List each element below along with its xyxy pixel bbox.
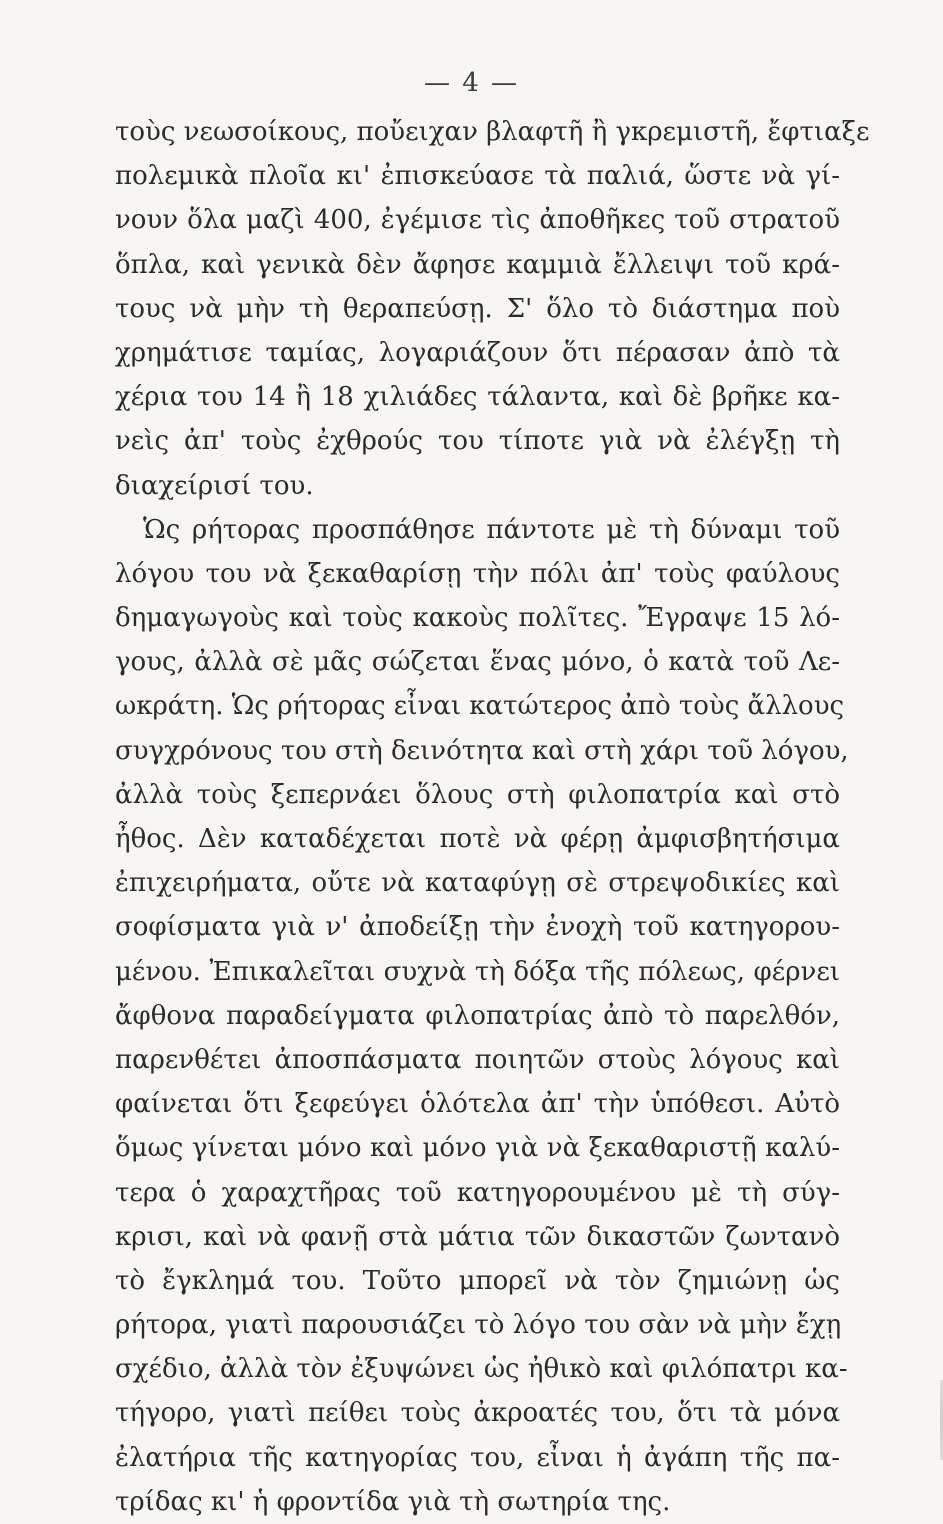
page-number: — 4 —: [423, 68, 520, 98]
text-line: τοὺς νεωσοίκους, ποὔειχαν βλαφτῆ ἢ γκρεμιστῆ, ἔφτιαξε: [115, 117, 870, 147]
text-line: κρισι, καὶ νὰ φανῇ στὰ μάτια τῶν δικαστῶν ζωντανὸ: [115, 1221, 840, 1252]
text-line: ὅμως γίνεται μόνο καὶ μόνο γιὰ νὰ ξεκαθαριστῇ καλύ-: [115, 1133, 840, 1164]
text-line: ἀλλὰ τοὺς ξεπερνάει ὅλους στὴ φιλοπατρία καὶ στὸ: [115, 779, 840, 810]
text-line: τους νὰ μὴν τὴ θεραπεύσῃ. Σ' ὅλο τὸ διάστημα ποὺ: [115, 293, 840, 324]
text-line: ὅπλα, καὶ γενικὰ δὲν ἄφησε καμμιὰ ἔλλειψι τοῦ κρά-: [115, 249, 840, 280]
text-line: φαίνεται ὅτι ξεφεύγει ὁλότελα ἀπ' τὴν ὑπόθεσι. Αὐτὸ: [115, 1089, 840, 1120]
text-line: ωκράτη. Ὡς ρήτορας εἶναι κατώτερος ἀπὸ τοὺς ἄλλους: [115, 691, 845, 722]
text-line: νουν ὅλα μαζὶ 400, ἐγέμισε τὶς ἀποθῆκες τοῦ στρατοῦ: [115, 205, 840, 236]
text-line: διαχείρισί του.: [115, 470, 314, 501]
text-line: μένου. Ἐπικαλεῖται συχνὰ τὴ δόξα τῆς πόλεως, φέρνει: [115, 956, 840, 987]
text-line: χρημάτισε ταμίας, λογαριάζουν ὅτι πέρασαν ἀπὸ τὰ: [115, 337, 840, 368]
text-line: Ὡς ρήτορας προσπάθησε πάντοτε μὲ τὴ δύναμι τοῦ: [143, 514, 840, 545]
text-line: σχέδιο, ἀλλὰ τὸν ἐξυψώνει ὡς ἠθικὸ καὶ φιλόπατρι κα-: [115, 1354, 848, 1385]
body-text: [115, 110, 870, 1524]
text-line: σοφίσματα γιὰ ν' ἀποδείξῃ τὴν ἐνοχὴ τοῦ κατηγορου-: [115, 912, 840, 943]
text-line: λόγου του νὰ ξεκαθαρίσῃ τὴν πόλι ἀπ' τοὺς φαύλους: [115, 558, 840, 589]
text-line: πολεμικὰ πλοῖα κι' ἐπισκεύασε τὰ παλιά, ὥστε νὰ γί-: [115, 161, 840, 192]
text-line: συγχρόνους του στὴ δεινότητα καὶ στὴ χάρι τοῦ λόγου,: [115, 735, 849, 766]
text-line: νεὶς ἀπ' τοὺς ἐχθρούς του τίποτε γιὰ νὰ ἐλέγξῃ τὴ: [115, 426, 840, 457]
text-line: ἄφθονα παραδείγματα φιλοπατρίας ἀπὸ τὸ παρελθόν,: [115, 1000, 840, 1031]
text-line: τρίδας κι' ἡ φροντίδα γιὰ τὴ σωτηρία της.: [115, 1486, 671, 1517]
text-line: ρήτορα, γιατὶ παρουσιάζει τὸ λόγο του σὰν νὰ μὴν ἔχῃ: [115, 1310, 842, 1341]
text-line: τήγορο, γιατὶ πείθει τοὺς ἀκροατές του, ὅτι τὰ μόνα: [115, 1398, 840, 1429]
text-line: παρενθέτει ἀποσπάσματα ποιητῶν στοὺς λόγους καὶ: [115, 1044, 840, 1075]
text-line: τὸ ἔγκλημά του. Τοῦτο μπορεῖ νὰ τὸν ζημιώνῃ ὡς: [115, 1265, 840, 1296]
text-line: δημαγωγοὺς καὶ τοὺς κακοὺς πολῖτες. Ἔγραψε 15 λό-: [115, 603, 840, 634]
text-line: χέρια του 14 ἢ 18 χιλιάδες τάλαντα, καὶ δὲ βρῆκε κα-: [115, 382, 840, 413]
text-line: γους, ἀλλὰ σὲ μᾶς σώζεται ἕνας μόνο, ὁ κατὰ τοῦ Λε-: [115, 647, 840, 678]
text-line: ἦθος. Δὲν καταδέχεται ποτὲ νὰ φέρῃ ἀμφισβητήσιμα: [115, 824, 840, 854]
text-line: ἐπιχειρήματα, οὔτε νὰ καταφύγῃ σὲ στρεψοδικίες καὶ: [115, 868, 840, 899]
text-line: ἐλατήρια τῆς κατηγορίας του, εἶναι ἡ ἀγάπη τῆς πα-: [115, 1442, 840, 1473]
text-line: τερα ὁ χαραχτῆρας τοῦ κατηγορουμένου μὲ τὴ σύγ-: [115, 1177, 840, 1208]
